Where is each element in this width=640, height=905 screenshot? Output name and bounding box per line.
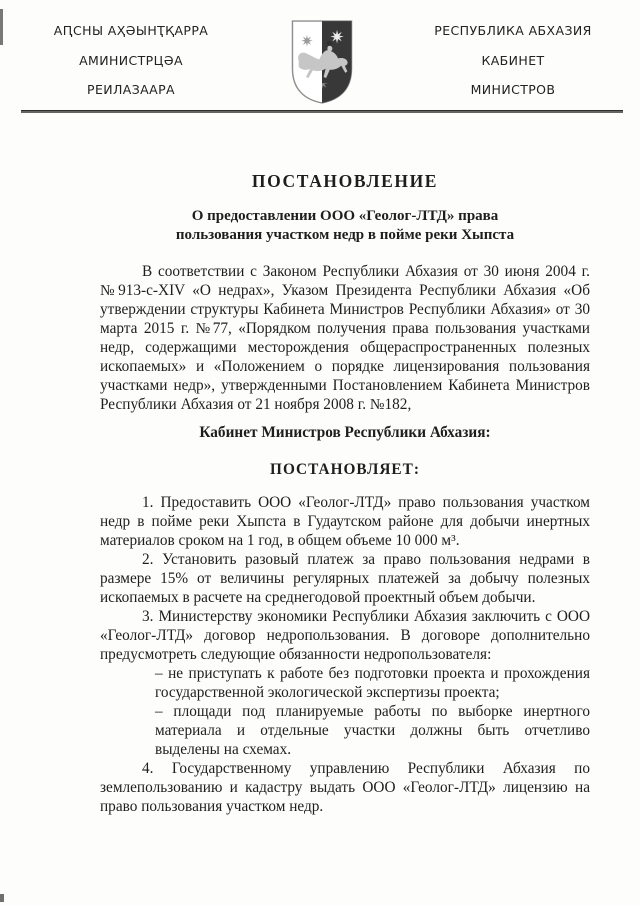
- resolution-item-3: 3. Министерству экономики Республики Абхазия заключить с ООО «Геолог-ЛТД» договор недропользования. В договоре дополнительно предусмотреть следующие обязанности недропользователя:: [100, 608, 590, 663]
- document-body: [100, 114, 590, 816]
- resolution-item-2: 2. Установить разовый платеж за право пользования недрами в размере 15% от величины регулярных платежей за добычу полезных ископаемых в расчете на среднегодовой проектный объем добычи.: [100, 551, 590, 606]
- letterhead-abkhaz-line: РЕИЛАЗААРА: [87, 82, 175, 97]
- scan-artifact: [0, 9, 3, 45]
- resolution-item-4: 4. Государственному управлению Республики Абхазия по землепользованию и кадастру выдать ООО «Геолог-ЛТД» лицензию на право пользования участком недр.: [100, 760, 590, 815]
- document-subtitle: [100, 207, 590, 245]
- authority-line: Кабинет Министров Республики Абхазия:: [199, 424, 491, 441]
- subtitle-line: пользования участком недр в пойме реки Хыпста: [175, 227, 515, 243]
- preamble-paragraph: В соответствии с Законом Республики Абхазия от 30 июня 2004 г. №913-с-XIV «О недрах», Указом Президента Республики Абхазия «Об утверждении структуры Кабинета Министров Республики Абхазия» от 30 марта 2015 г. №77, «Порядком получения права пользования участками недр, содержащими месторождения общераспространенных полезных ископаемых» и «Положением о порядке лицензирования пользования участками недр», утвержденными Постановлением Кабинета Министров Республики Абхазия от 21 ноября 2008 г. №182,: [100, 263, 590, 413]
- resolution-item-1: 1. Предоставить ООО «Геолог-ЛТД» право пользования участком недр в пойме реки Хыпста в Гудаутском районе для добычи инертных материалов сроком на 1 год, в общем объеме 10 000 м³.: [100, 494, 590, 549]
- letterhead-abkhaz: [18, 16, 244, 112]
- letterhead-russian-line: КАБИНЕТ: [481, 52, 545, 68]
- header-divider: [21, 110, 623, 113]
- letterhead-russian: [400, 16, 626, 112]
- subtitle-line: О предоставлении ООО «Геолог-ЛТД» права: [191, 208, 499, 224]
- obligation-item-2: – площади под планируемые работы по выборке инертного материала и отдельные участки должны быть отчетливо выделены на схемах.: [155, 703, 590, 758]
- resolves-heading: ПОСТАНОВЛЯЕТ:: [270, 461, 420, 478]
- letterhead: [18, 16, 626, 112]
- coat-of-arms-icon: [289, 16, 355, 102]
- obligation-item-1: – не приступать к работе без подготовки проекта и прохождения государственной экологической экспертизы проекта;: [155, 665, 590, 701]
- document-title: ПОСТАНОВЛЕНИЕ: [251, 171, 439, 191]
- letterhead-abkhaz-line: АԤСНЫ АҲӘЫНҬҚАРРА: [53, 23, 209, 38]
- letterhead-russian-line: РЕСПУБЛИКА АБХАЗИЯ: [434, 23, 592, 38]
- scan-artifact: [0, 894, 4, 902]
- letterhead-russian-line: МИНИСТРОВ: [470, 82, 556, 97]
- letterhead-abkhaz-line: АМИНИСТРЦӘА: [79, 52, 183, 68]
